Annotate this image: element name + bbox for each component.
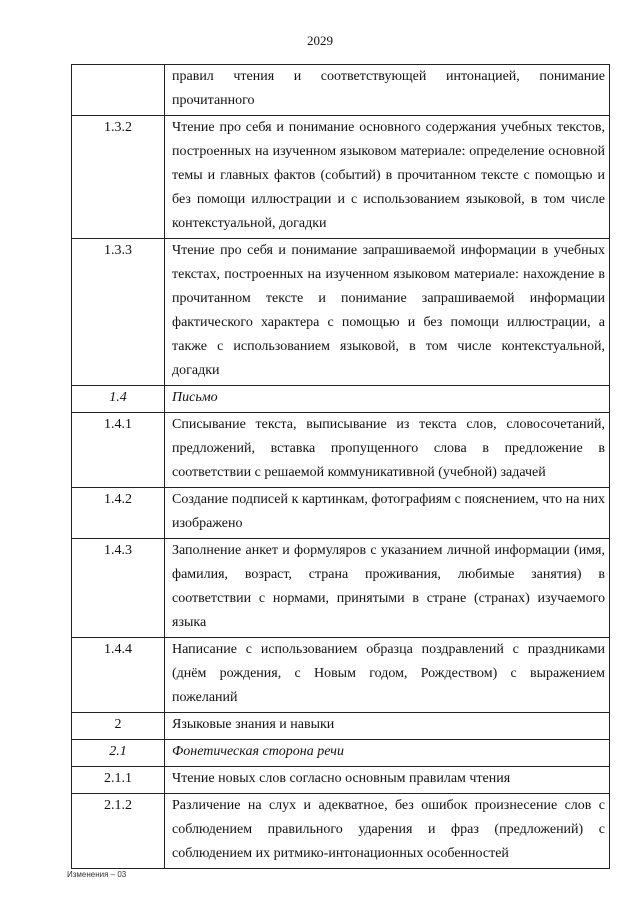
footer-note: Изменения – 03 — [67, 870, 127, 879]
table-body — [72, 65, 610, 869]
row-text: Различение на слух и адекватное, без ошибок произнесение слов с соблюдением правильного ударения и фраз (предложений) с соблюдением их ритмико-интонационных особенностей — [165, 794, 610, 869]
table-row — [72, 767, 610, 794]
row-text: Заполнение анкет и формуляров с указанием личной информации (имя, фамилия, возраст, страна проживания, любимые занятия) в соответствии с нормами, принятыми в стране (странах) изучаемого языка — [165, 539, 610, 638]
row-text: Языковые знания и навыки — [165, 713, 610, 740]
row-code: 2.1.2 — [72, 794, 165, 869]
row-code: 1.4.1 — [72, 413, 165, 488]
row-text: Написание с использованием образца поздравлений с праздниками (днём рождения, с Новым годом, Рождеством) с выражением пожеланий — [165, 638, 610, 713]
table-row — [72, 638, 610, 713]
row-text: Чтение про себя и понимание запрашиваемой информации в учебных текстах, построенных на изученном языковом материале: нахождение в прочитанном тексте и понимание запрашиваемой информации фактического характера с помощью и без помощи иллюстрации, а также с использованием языковой, в том числе контекстуальной, догадки — [165, 239, 610, 386]
row-code: 2.1.1 — [72, 767, 165, 794]
row-code: 1.3.3 — [72, 239, 165, 386]
table-row — [72, 488, 610, 539]
row-code: 2.1 — [72, 740, 165, 767]
table-row — [72, 116, 610, 239]
content-table — [71, 64, 610, 869]
table-row — [72, 65, 610, 116]
table-row — [72, 794, 610, 869]
row-code — [72, 65, 165, 116]
row-text: Списывание текста, выписывание из текста слов, словосочетаний, предложений, вставка пропущенного слова в предложение в соответствии с решаемой коммуникативной (учебной) задачей — [165, 413, 610, 488]
table-row — [72, 239, 610, 386]
row-text: правил чтения и соответствующей интонацией, понимание прочитанного — [165, 65, 610, 116]
row-code: 2 — [72, 713, 165, 740]
row-text: Создание подписей к картинкам, фотографиям с пояснением, что на них изображено — [165, 488, 610, 539]
row-text: Письмо — [165, 386, 610, 413]
page-number: 2029 — [307, 33, 333, 48]
table-row — [72, 713, 610, 740]
row-code: 1.4.4 — [72, 638, 165, 713]
row-code: 1.3.2 — [72, 116, 165, 239]
table-row — [72, 386, 610, 413]
row-code: 1.4.2 — [72, 488, 165, 539]
row-code: 1.4.3 — [72, 539, 165, 638]
row-text: Чтение новых слов согласно основным правилам чтения — [165, 767, 610, 794]
table-row — [72, 740, 610, 767]
row-text: Фонетическая сторона речи — [165, 740, 610, 767]
table-row — [72, 413, 610, 488]
table-row — [72, 539, 610, 638]
row-code: 1.4 — [72, 386, 165, 413]
row-text: Чтение про себя и понимание основного содержания учебных текстов, построенных на изученном языковом материале: определение основной темы и главных фактов (событий) в прочитанном тексте с помощью и без помощи иллюстрации и с использованием языковой, в том числе контекстуальной, догадки — [165, 116, 610, 239]
